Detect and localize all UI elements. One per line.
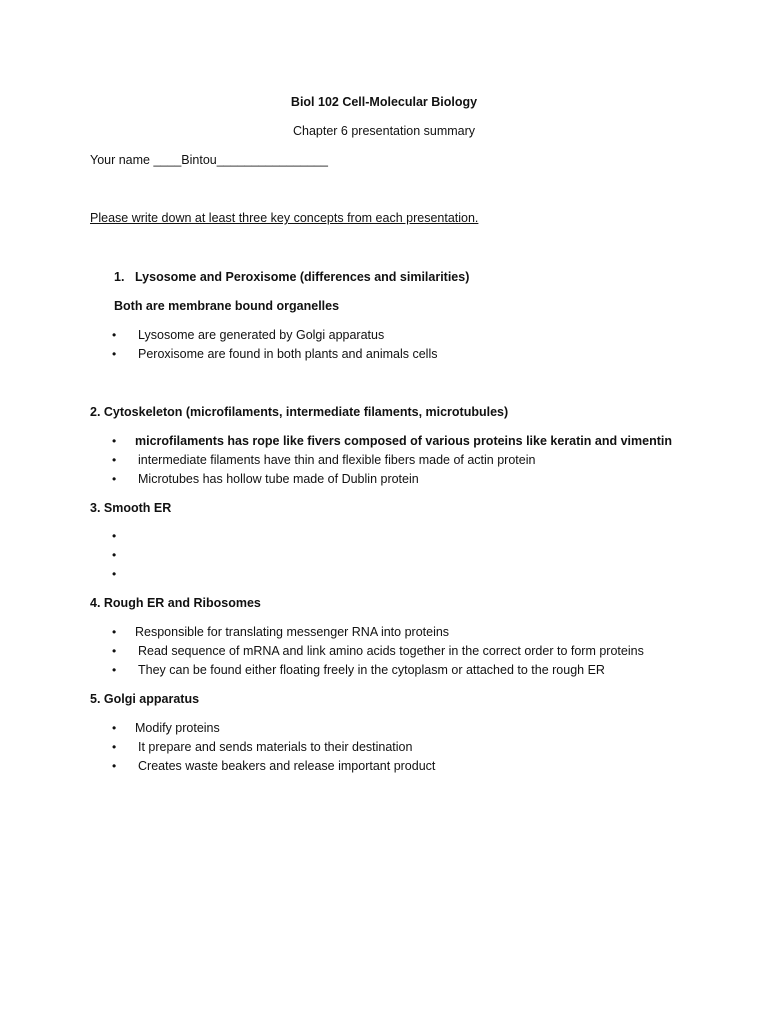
bullet-icon: •: [112, 529, 117, 543]
section-1-bullet-1: Lysosome are generated by Golgi apparatus: [138, 328, 385, 342]
section-1-subheading: Both are membrane bound organelles: [114, 299, 340, 313]
section-3-heading: 3. Smooth ER: [90, 501, 172, 515]
section-5-bullet-3: Creates waste beakers and release important product: [138, 759, 436, 773]
section-4-bullet-2: Read sequence of mRNA and link amino acids together in the correct order to form proteins: [138, 644, 644, 658]
student-name-line: Your name ____Bintou________________: [90, 153, 328, 167]
bullet-icon: •: [112, 721, 117, 735]
document-subtitle: Chapter 6 presentation summary: [292, 124, 476, 138]
bullet-icon: •: [112, 759, 117, 773]
bullet-icon: •: [112, 625, 117, 639]
section-2-heading: 2. Cytoskeleton (microfilaments, intermediate filaments, microtubules): [90, 405, 509, 419]
bullet-icon: •: [112, 347, 117, 361]
section-2-bullet-2: intermediate filaments have thin and flexible fibers made of actin protein: [138, 453, 536, 467]
section-1-number: 1.: [114, 270, 125, 284]
section-4-heading: 4. Rough ER and Ribosomes: [90, 596, 261, 610]
section-2-bullet-3: Microtubes has hollow tube made of Dublin protein: [138, 472, 419, 486]
section-5-bullet-2: It prepare and sends materials to their destination: [138, 740, 413, 754]
bullet-icon: •: [112, 740, 117, 754]
section-1-heading: Lysosome and Peroxisome (differences and similarities): [135, 270, 470, 284]
section-5-bullet-1: Modify proteins: [135, 721, 220, 735]
section-5-heading: 5. Golgi apparatus: [90, 692, 200, 706]
bullet-icon: •: [112, 567, 117, 581]
section-4-bullet-3: They can be found either floating freely in the cytoplasm or attached to the rough ER: [138, 663, 605, 677]
course-title: Biol 102 Cell-Molecular Biology: [290, 95, 478, 109]
bullet-icon: •: [112, 453, 117, 467]
bullet-icon: •: [112, 434, 117, 448]
bullet-icon: •: [112, 548, 117, 562]
bullet-icon: •: [112, 472, 117, 486]
section-4-bullet-1: Responsible for translating messenger RNA into proteins: [135, 625, 450, 639]
bullet-icon: •: [112, 663, 117, 677]
bullet-icon: •: [112, 328, 117, 342]
instruction-text: Please write down at least three key concepts from each presentation.: [90, 211, 479, 225]
bullet-icon: •: [112, 644, 117, 658]
section-2-bullet-1: microfilaments has rope like fivers composed of various proteins like keratin and vimentin: [135, 434, 672, 448]
section-1-bullet-2: Peroxisome are found in both plants and animals cells: [138, 347, 438, 361]
